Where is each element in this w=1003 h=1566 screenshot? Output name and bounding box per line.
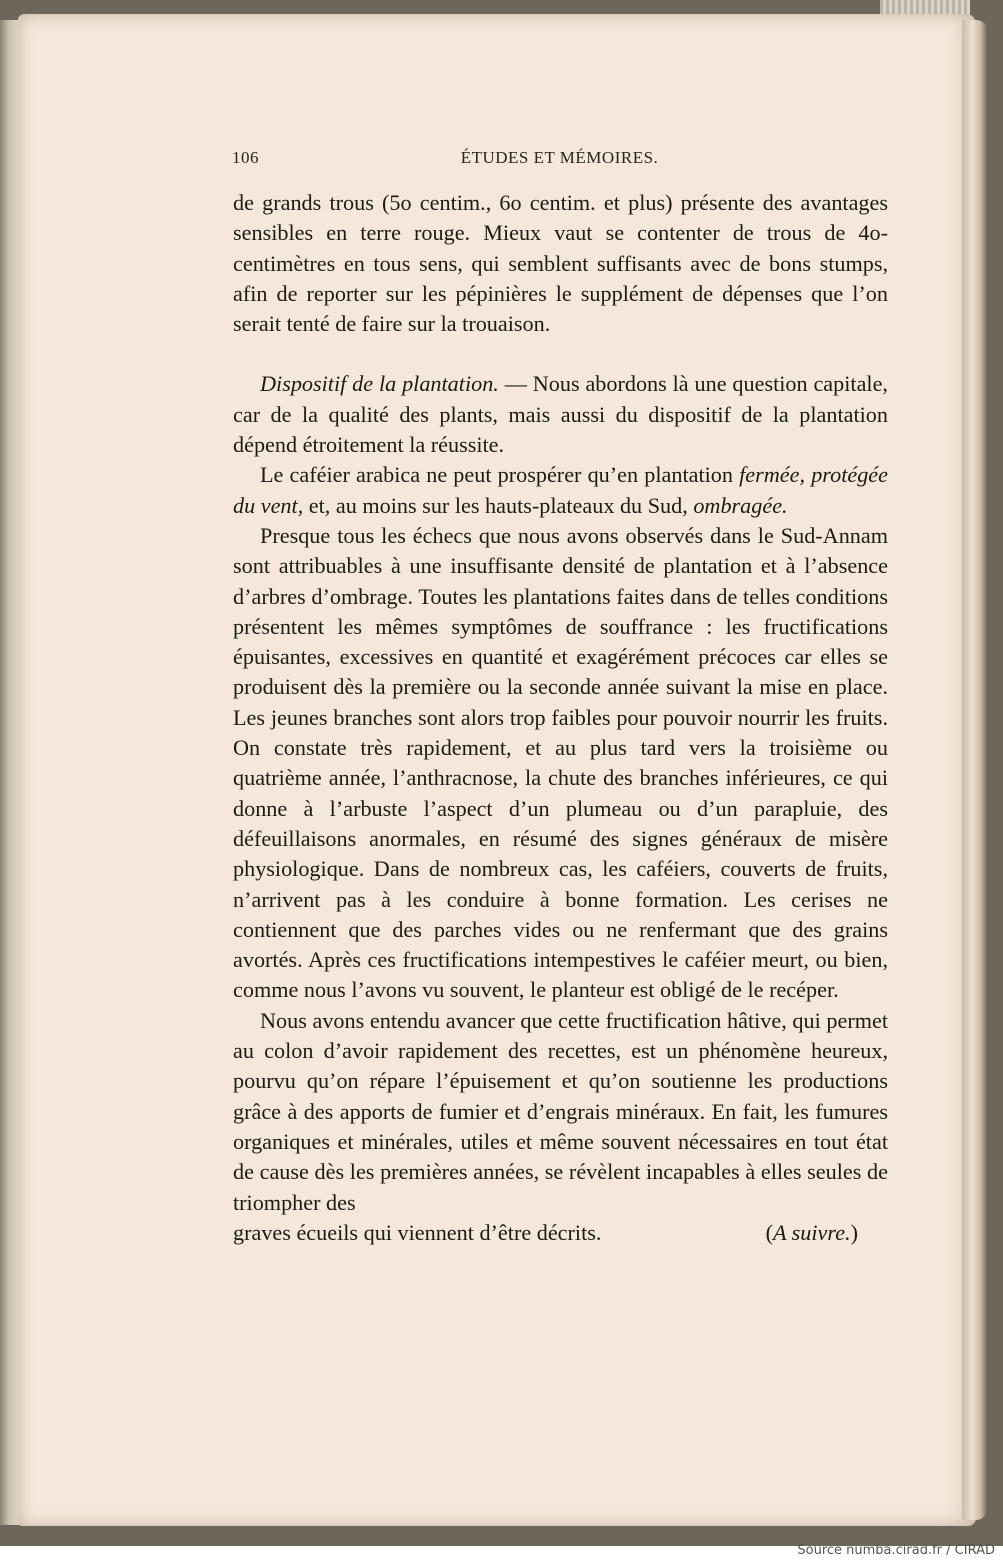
paragraph-3 xyxy=(233,460,888,521)
to-be-continued: (A suivre.) xyxy=(765,1219,858,1245)
paragraph-5: Nous avons entendu avancer que cette fructification hâtive, qui permet au colon d’avoir rapidement des recettes, est un phénomène heureux, pourvu qu’on répare l’épuisement et qu’on soutienne les productions grâce à des apports de fumier et d’engrais minéraux. En fait, les fumures organiques et minérales, utiles et même souvent nécessaires en tout état de cause dès les premières années, se révèlent incapables à elles seules de triompher des xyxy=(233,1007,888,1215)
page-number: 106 xyxy=(232,148,259,167)
paragraph-5-last-text: graves écueils qui viennent d’être décrits. xyxy=(233,1219,602,1245)
paragraph-2 xyxy=(233,369,888,460)
running-head xyxy=(232,148,887,172)
body-text xyxy=(233,188,888,1248)
to-be-continued-text: A suivre. xyxy=(772,1219,851,1245)
paragraph-2-text: — Nous abordons là une question capitale, car de la qualité des plants, mais aussi du dispositif de la plantation dépend étroitement la réussite. xyxy=(233,371,888,458)
page-edge-right xyxy=(962,20,988,1520)
section-heading: Dispositif de la plantation. xyxy=(260,371,499,397)
paragraph-3-text-a: Le caféier arabica ne peut prospérer qu’en plantation xyxy=(260,462,740,488)
paragraph-3-emphasis-1: fermée, protégée du vent, xyxy=(233,462,889,518)
paragraph-3-text-b: et, au moins sur les hauts-plateaux du Sud, xyxy=(303,492,694,518)
source-credit: Source numba.cirad.fr / CIRAD xyxy=(797,1543,995,1558)
paragraph-5-last-line xyxy=(233,1218,888,1248)
paragraph-4: Presque tous les échecs que nous avons observés dans le Sud-Annam sont attribuables à une insuffisante densité de plantation et à l’absence d’arbres d’ombrage. Toutes les plantations faites dans de telles conditions présentent les mêmes symptômes de souffrance : les fructifications épuisantes, excessives en quantité et exagérément précoces car elles se produisent dès la première ou la seconde année suivant la mise en place. Les jeunes branches sont alors trop faibles pour pouvoir nourrir les fruits. On constate très rapidement, et au plus tard vers la troisième ou quatrième année, l’anthracnose, la chute des branches inférieures, ce qui donne à l’arbuste l’aspect d’un plumeau ou d’un parapluie, des défeuillaisons anormales, en résumé des signes généraux de misère physiologique. Dans de nombreux cas, les caféiers, couverts de fruits, n’arrivent pas à les conduire à bonne formation. Les cerises ne contiennent que des parches vides ou ne renfermant que des grains avortés. Après ces fructifications intempestives le caféier meurt, ou bien, comme nous l’avons vu souvent, le planteur est obligé de le recéper. xyxy=(233,522,888,1003)
paragraph-3-emphasis-2: ombragée. xyxy=(693,492,788,518)
paragraph-1: de grands trous (5o centim., 6o centim. et plus) présente des avantages sensibles en terre rouge. Mieux vaut se contenter de trous de 4o-centimètres en tous sens, qui semblent suffisants avec de bons stumps, afin de reporter sur les pépinières le supplément de dépenses que l’on serait tenté de faire sur la trouaison. xyxy=(233,190,888,337)
running-title: ÉTUDES ET MÉMOIRES. xyxy=(460,148,659,167)
